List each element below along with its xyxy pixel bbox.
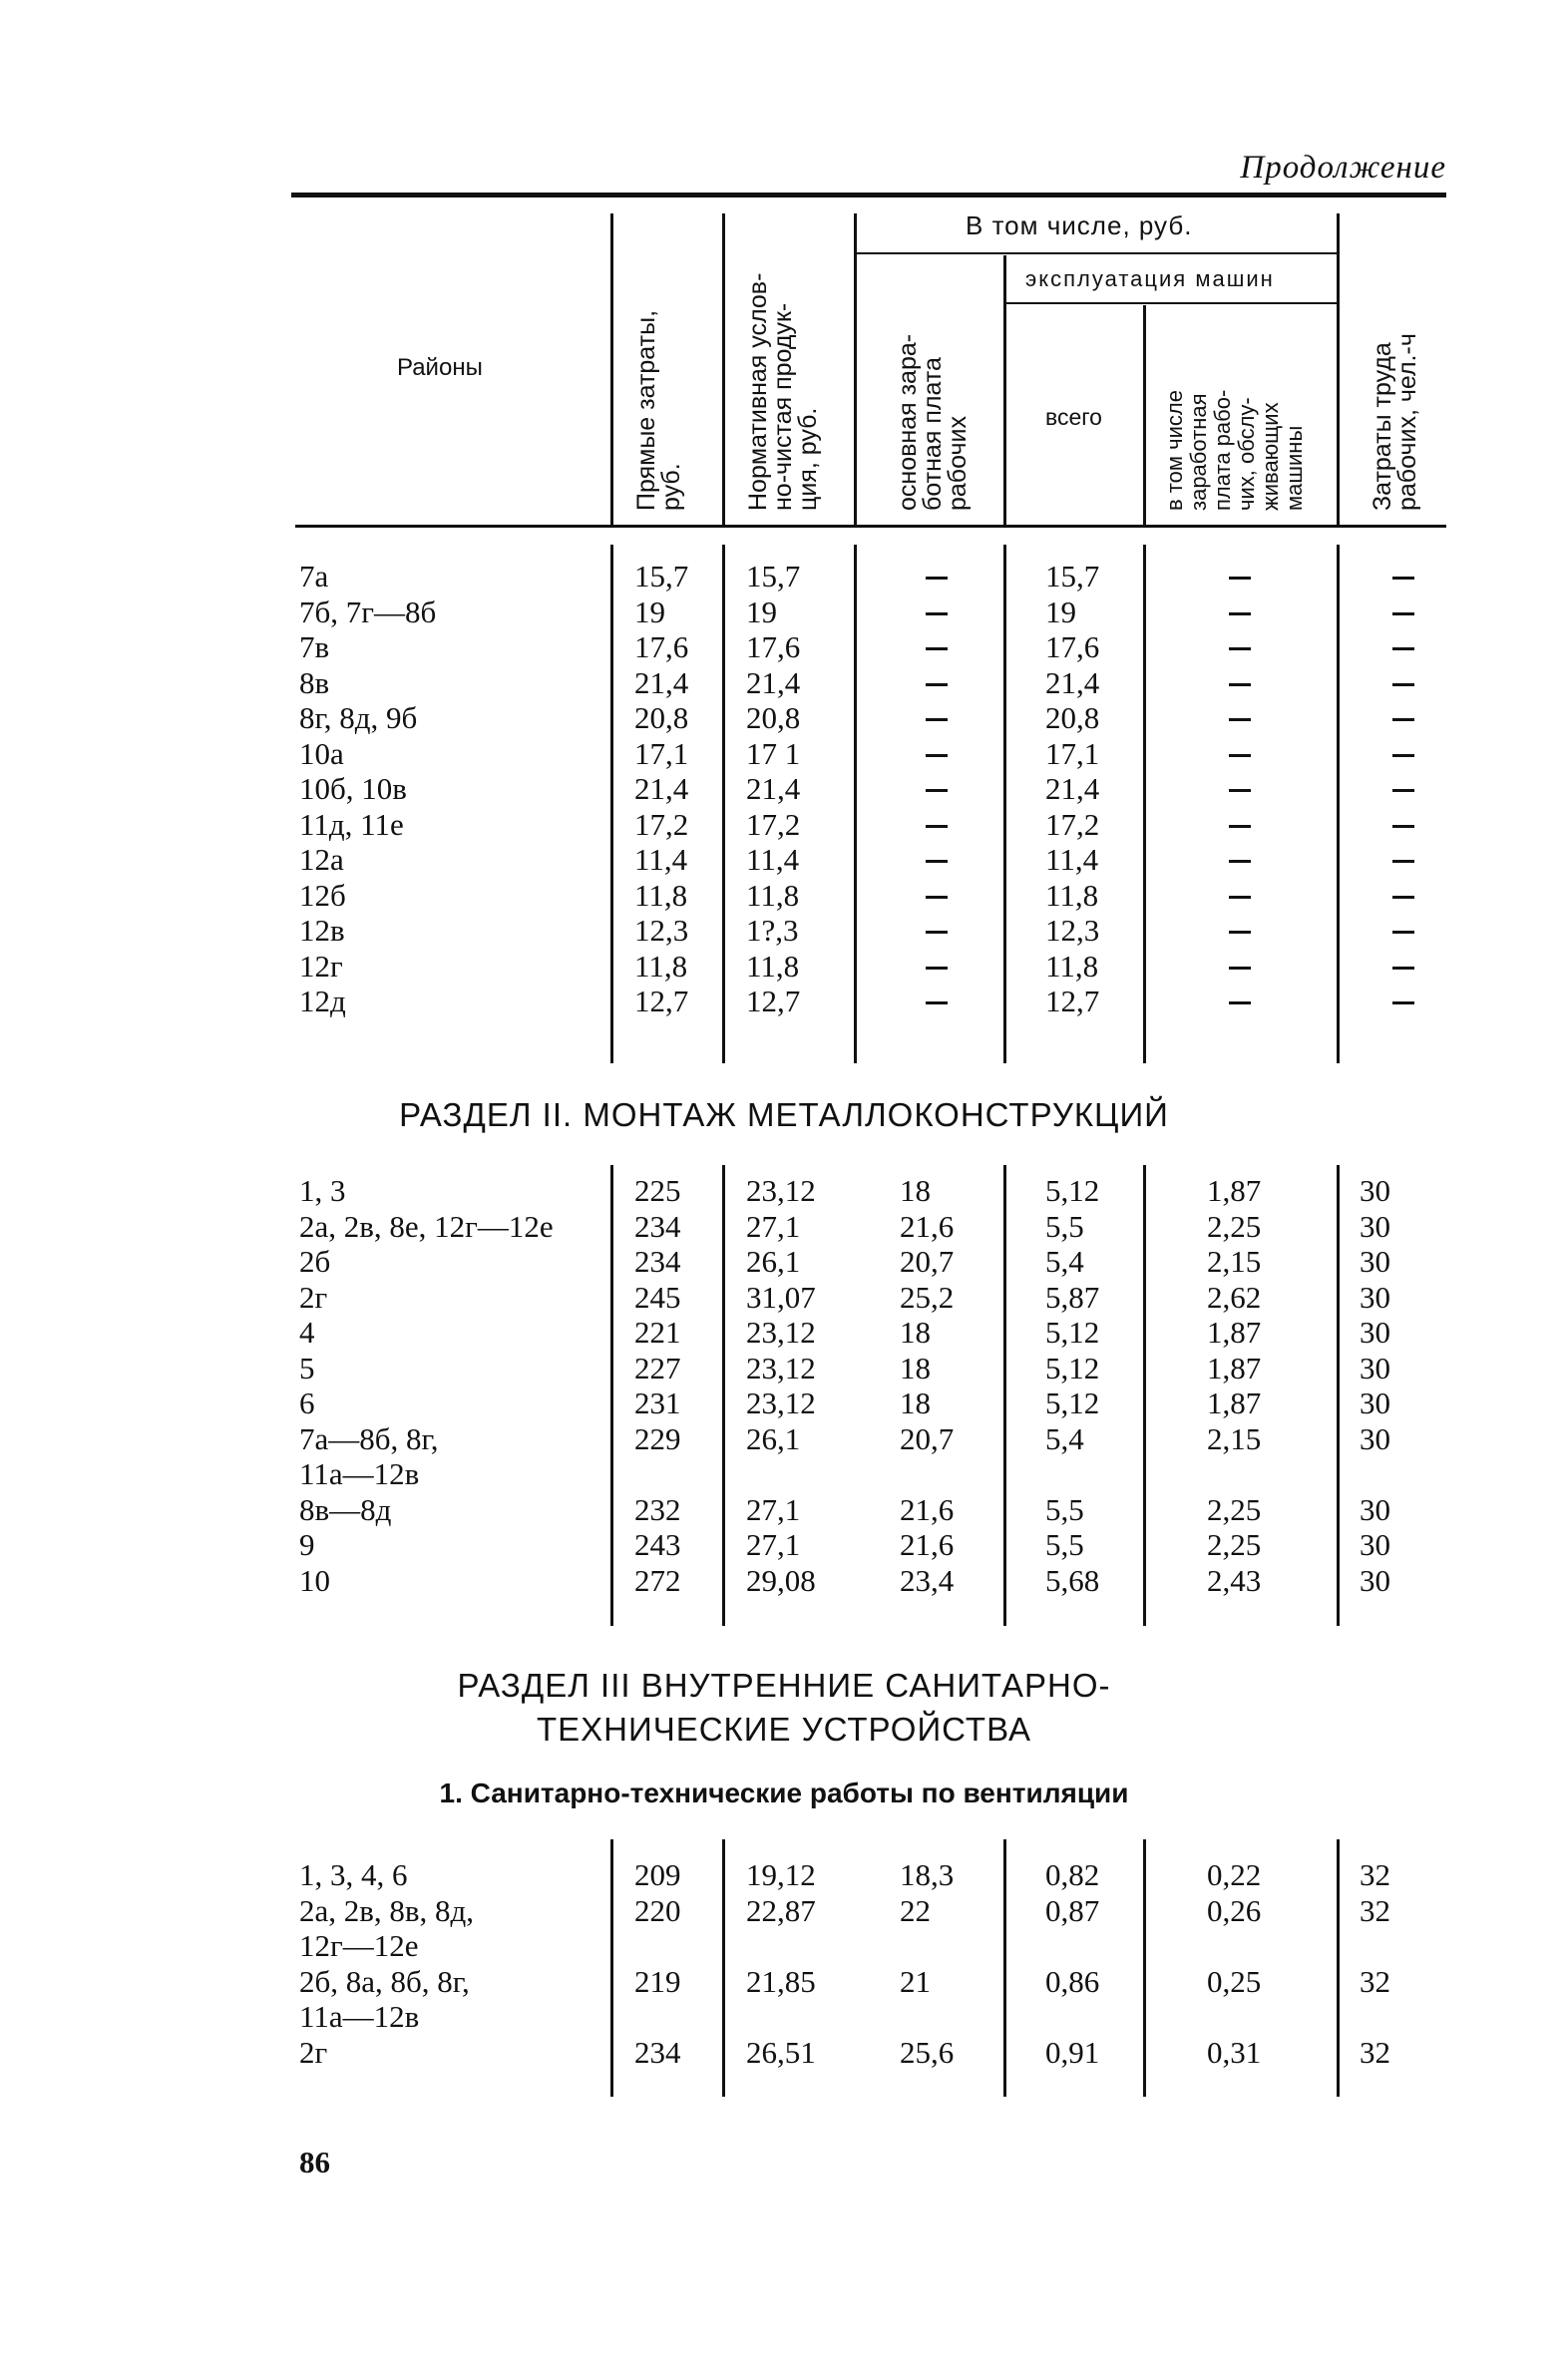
dash-mark <box>1392 931 1414 934</box>
dash-mark <box>1392 825 1414 828</box>
value-cell: 245 <box>634 1279 681 1315</box>
value-cell: 0,91 <box>1045 2034 1100 2070</box>
value-cell: 17,6 <box>746 629 801 664</box>
region-cell: 8в—8д <box>299 1491 392 1527</box>
value-cell: 12,3 <box>1045 913 1100 948</box>
value-cell: 1,87 <box>1207 1350 1262 1385</box>
dash-mark <box>1229 577 1251 580</box>
value-cell: 21,4 <box>634 664 689 700</box>
value-cell: 23,12 <box>746 1315 816 1350</box>
value-cell: 19,12 <box>746 1857 816 1892</box>
column-divider <box>610 545 613 1063</box>
dash-mark <box>926 896 948 899</box>
dash-mark <box>1392 789 1414 792</box>
value-cell: 12,7 <box>746 984 801 1018</box>
region-cell: 2а, 2в, 8е, 12г—12е <box>299 1208 554 1244</box>
region-cell: 2г <box>299 2034 328 2070</box>
value-cell: 21,85 <box>746 1963 816 1999</box>
dash-mark <box>926 860 948 863</box>
header-divider <box>1337 213 1340 525</box>
value-cell: 19 <box>746 593 777 629</box>
header-machine-rule <box>1005 302 1337 304</box>
value-cell: 11,4 <box>746 842 800 877</box>
value-cell: 0,31 <box>1207 2034 1262 2070</box>
value-cell: 30 <box>1360 1315 1390 1350</box>
region-cell: 7а—8б, 8г, <box>299 1420 439 1456</box>
region-cell: 7в <box>299 629 330 664</box>
region-cell: 8в <box>299 664 330 700</box>
value-cell: 220 <box>634 1892 681 1928</box>
value-cell: 27,1 <box>746 1491 801 1527</box>
header-including-rule <box>856 252 1337 254</box>
value-cell: 2,25 <box>1207 1208 1262 1244</box>
value-cell: 2,43 <box>1207 1562 1262 1598</box>
region-cell: 10б, 10в <box>299 771 407 806</box>
region-cell: 7б, 7г—8б <box>299 593 437 629</box>
dash-mark <box>926 967 948 970</box>
region-cell: 1, 3 <box>299 1173 346 1208</box>
region-cell: 12в <box>299 913 345 948</box>
dash-mark <box>1229 860 1251 863</box>
section3-title-line2: ТЕХНИЧЕСКИЕ УСТРОЙСТВА <box>536 1711 1032 1748</box>
dash-mark <box>926 612 948 615</box>
dash-mark <box>1229 612 1251 615</box>
value-cell: 2,62 <box>1207 1279 1262 1315</box>
value-cell: 27,1 <box>746 1527 801 1562</box>
value-cell: 30 <box>1360 1244 1390 1279</box>
region-cell: 1, 3, 4, 6 <box>299 1857 408 1892</box>
value-cell: 225 <box>634 1173 681 1208</box>
header-machine-operation: эксплуатация машин <box>1025 266 1275 291</box>
value-cell: 23,12 <box>746 1385 816 1420</box>
value-cell: 20,7 <box>900 1244 955 1279</box>
value-cell: 227 <box>634 1350 681 1385</box>
section3-subtitle: 1. Санитарно-технические работы по вентиляции <box>439 1778 1129 1808</box>
region-cell: 2б <box>299 1244 331 1279</box>
value-cell: 21,4 <box>1045 771 1100 806</box>
value-cell: 5,87 <box>1045 1279 1100 1315</box>
value-cell: 18 <box>900 1385 931 1420</box>
column-divider <box>1143 545 1146 1063</box>
header-divider <box>722 213 725 525</box>
value-cell: 2,15 <box>1207 1244 1262 1279</box>
value-cell: 26,1 <box>746 1244 801 1279</box>
value-cell: 0,25 <box>1207 1963 1262 1999</box>
value-cell: 12,3 <box>634 913 689 948</box>
value-cell: 32 <box>1360 2034 1390 2070</box>
value-cell: 23,12 <box>746 1173 816 1208</box>
region-cell: 6 <box>299 1385 315 1420</box>
value-cell: 18 <box>900 1173 931 1208</box>
value-cell: 22,87 <box>746 1892 816 1928</box>
region-cell: 10 <box>299 1562 330 1598</box>
header-divider <box>1003 255 1006 525</box>
value-cell: 32 <box>1360 1963 1390 1999</box>
dash-mark <box>926 683 948 686</box>
column-divider <box>722 545 725 1063</box>
value-cell: 17,2 <box>746 806 801 842</box>
value-cell: 5,12 <box>1045 1173 1100 1208</box>
value-cell: 5,12 <box>1045 1385 1100 1420</box>
header-direct-costs: Прямые затраты, руб. <box>632 309 685 511</box>
section2-title: РАЗДЕЛ II. МОНТАЖ МЕТАЛЛОКОНСТРУКЦИЙ <box>399 1096 1169 1133</box>
value-cell: 20,7 <box>900 1420 955 1456</box>
dash-mark <box>926 931 948 934</box>
value-cell: 21,4 <box>1045 664 1100 700</box>
value-cell: 25,2 <box>900 1279 955 1315</box>
value-cell: 26,51 <box>746 2034 816 2070</box>
value-cell: 21,4 <box>634 771 689 806</box>
value-cell: 2,25 <box>1207 1527 1262 1562</box>
value-cell: 272 <box>634 1562 681 1598</box>
dash-mark <box>926 718 948 721</box>
value-cell: 5,12 <box>1045 1350 1100 1385</box>
value-cell: 29,08 <box>746 1562 816 1598</box>
value-cell: 17,1 <box>634 735 689 771</box>
value-cell: 21,4 <box>746 664 801 700</box>
value-cell: 229 <box>634 1420 681 1456</box>
value-cell: 30 <box>1360 1208 1390 1244</box>
header-base-wage: основная зара- ботная плата рабочих <box>894 333 972 511</box>
value-cell: 0,22 <box>1207 1857 1262 1892</box>
value-cell: 11,8 <box>1045 877 1099 913</box>
region-cell: 12а <box>299 842 344 877</box>
region-cell: 12г—12е <box>299 1928 419 1963</box>
value-cell: 2,15 <box>1207 1420 1262 1456</box>
region-cell: 12д <box>299 984 346 1018</box>
dash-mark <box>1229 647 1251 650</box>
value-cell: 0,26 <box>1207 1892 1262 1928</box>
value-cell: 22 <box>900 1892 931 1928</box>
dash-mark <box>1229 683 1251 686</box>
region-cell: 5 <box>299 1350 315 1385</box>
value-cell: 231 <box>634 1385 681 1420</box>
header-labor: Затраты труда рабочих, чел.-ч <box>1369 333 1421 511</box>
value-cell: 5,12 <box>1045 1315 1100 1350</box>
value-cell: 15,7 <box>746 559 801 593</box>
header-including: В том числе, руб. <box>966 210 1193 240</box>
value-cell: 30 <box>1360 1562 1390 1598</box>
value-cell: 31,07 <box>746 1279 816 1315</box>
value-cell: 20,8 <box>1045 700 1100 735</box>
region-cell: 11д, 11е <box>299 806 404 842</box>
value-cell: 234 <box>634 1244 681 1279</box>
dash-mark <box>1392 1001 1414 1004</box>
value-cell: 234 <box>634 1208 681 1244</box>
dash-mark <box>1392 896 1414 899</box>
column-divider <box>854 545 857 1063</box>
value-cell: 19 <box>634 593 665 629</box>
value-cell: 18 <box>900 1350 931 1385</box>
column-divider <box>1003 1839 1006 2097</box>
value-cell: 30 <box>1360 1527 1390 1562</box>
region-cell: 11а—12в <box>299 1999 420 2034</box>
dash-mark <box>926 577 948 580</box>
value-cell: 32 <box>1360 1892 1390 1928</box>
value-cell: 17,1 <box>1045 735 1100 771</box>
top-rule <box>291 193 1446 198</box>
value-cell: 12,7 <box>634 984 689 1018</box>
dash-mark <box>1392 718 1414 721</box>
region-cell: 12г <box>299 948 343 984</box>
region-cell: 2а, 2в, 8в, 8д, <box>299 1892 475 1928</box>
region-cell: 12б <box>299 877 346 913</box>
dash-mark <box>1229 896 1251 899</box>
value-cell: 18 <box>900 1315 931 1350</box>
value-cell: 5,5 <box>1045 1208 1084 1244</box>
value-cell: 0,87 <box>1045 1892 1100 1928</box>
value-cell: 5,4 <box>1045 1420 1084 1456</box>
value-cell: 15,7 <box>634 559 689 593</box>
region-cell: 4 <box>299 1315 315 1350</box>
dash-mark <box>1229 718 1251 721</box>
dash-mark <box>1392 860 1414 863</box>
dash-mark <box>1229 931 1251 934</box>
dash-mark <box>926 825 948 828</box>
value-cell: 11,8 <box>746 877 800 913</box>
value-cell: 11,8 <box>1045 948 1099 984</box>
value-cell: 30 <box>1360 1173 1390 1208</box>
continued-label: Продолжение <box>1240 150 1446 186</box>
value-cell: 23,4 <box>900 1562 955 1598</box>
dash-mark <box>1229 825 1251 828</box>
header-bottom-rule <box>295 525 1446 528</box>
dash-mark <box>1229 967 1251 970</box>
dash-mark <box>926 789 948 792</box>
column-divider <box>1003 545 1006 1063</box>
value-cell: 17,6 <box>634 629 689 664</box>
value-cell: 11,4 <box>1045 842 1099 877</box>
value-cell: 219 <box>634 1963 681 1999</box>
region-cell: 7а <box>299 559 329 593</box>
header-total: всего <box>1045 404 1102 430</box>
value-cell: 221 <box>634 1315 681 1350</box>
value-cell: 18,3 <box>900 1857 955 1892</box>
value-cell: 11,4 <box>634 842 688 877</box>
value-cell: 30 <box>1360 1350 1390 1385</box>
header-divider <box>610 213 613 525</box>
value-cell: 21,6 <box>900 1491 955 1527</box>
value-cell: 1,87 <box>1207 1173 1262 1208</box>
column-divider <box>610 1839 613 2097</box>
value-cell: 5,5 <box>1045 1527 1084 1562</box>
value-cell: 19 <box>1045 593 1076 629</box>
value-cell: 17,2 <box>1045 806 1100 842</box>
region-cell: 2г <box>299 1279 328 1315</box>
value-cell: 5,68 <box>1045 1562 1100 1598</box>
region-cell: 10а <box>299 735 344 771</box>
dash-mark <box>1392 577 1414 580</box>
value-cell: 30 <box>1360 1420 1390 1456</box>
column-divider <box>722 1165 725 1626</box>
value-cell: 20,8 <box>746 700 801 735</box>
header-machine-wage: в том числе заработная плата рабо- чих, обслу- живающих машины <box>1162 389 1307 511</box>
column-divider <box>1337 545 1340 1063</box>
value-cell: 30 <box>1360 1385 1390 1420</box>
value-cell: 232 <box>634 1491 681 1527</box>
column-divider <box>1143 1839 1146 2097</box>
value-cell: 17,2 <box>634 806 689 842</box>
column-divider <box>1143 1165 1146 1626</box>
value-cell: 243 <box>634 1527 681 1562</box>
dash-mark <box>926 754 948 757</box>
section3-title-line1: РАЗДЕЛ III ВНУТРЕННИЕ САНИТАРНО- <box>457 1667 1111 1704</box>
region-cell: 8г, 8д, 9б <box>299 700 418 735</box>
value-cell: 5,5 <box>1045 1491 1084 1527</box>
value-cell: 5,4 <box>1045 1244 1084 1279</box>
value-cell: 27,1 <box>746 1208 801 1244</box>
dash-mark <box>1392 754 1414 757</box>
dash-mark <box>926 647 948 650</box>
value-cell: 30 <box>1360 1279 1390 1315</box>
dash-mark <box>926 1001 948 1004</box>
value-cell: 11,8 <box>746 948 800 984</box>
value-cell: 17 1 <box>746 735 801 771</box>
dash-mark <box>1392 647 1414 650</box>
header-divider <box>1143 305 1146 525</box>
dash-mark <box>1229 754 1251 757</box>
dash-mark <box>1392 967 1414 970</box>
value-cell: 32 <box>1360 1857 1390 1892</box>
value-cell: 30 <box>1360 1491 1390 1527</box>
column-divider <box>722 1839 725 2097</box>
value-cell: 15,7 <box>1045 559 1100 593</box>
value-cell: 2,25 <box>1207 1491 1262 1527</box>
value-cell: 0,86 <box>1045 1963 1100 1999</box>
region-cell: 2б, 8а, 8б, 8г, <box>299 1963 470 1999</box>
value-cell: 21,6 <box>900 1208 955 1244</box>
value-cell: 1,87 <box>1207 1315 1262 1350</box>
value-cell: 12,7 <box>1045 984 1100 1018</box>
value-cell: 20,8 <box>634 700 689 735</box>
value-cell: 11,8 <box>634 877 688 913</box>
value-cell: 21,4 <box>746 771 801 806</box>
value-cell: 234 <box>634 2034 681 2070</box>
column-divider <box>1003 1165 1006 1626</box>
page-number: 86 <box>299 2145 330 2179</box>
value-cell: 1?,3 <box>746 913 799 948</box>
dash-mark <box>1392 612 1414 615</box>
column-divider <box>610 1165 613 1626</box>
dash-mark <box>1392 683 1414 686</box>
header-divider <box>854 213 857 525</box>
dash-mark <box>1229 789 1251 792</box>
header-normative-output: Нормативная услов- но-чистая продук- ция, руб. <box>744 272 822 511</box>
value-cell: 26,1 <box>746 1420 801 1456</box>
dash-mark <box>1229 1001 1251 1004</box>
value-cell: 11,8 <box>634 948 688 984</box>
header-regions: Районы <box>397 354 483 381</box>
value-cell: 209 <box>634 1857 681 1892</box>
value-cell: 21 <box>900 1963 931 1999</box>
value-cell: 17,6 <box>1045 629 1100 664</box>
region-cell: 9 <box>299 1527 315 1562</box>
value-cell: 1,87 <box>1207 1385 1262 1420</box>
value-cell: 0,82 <box>1045 1857 1100 1892</box>
region-cell: 11а—12в <box>299 1456 420 1491</box>
value-cell: 25,6 <box>900 2034 955 2070</box>
value-cell: 23,12 <box>746 1350 816 1385</box>
value-cell: 21,6 <box>900 1527 955 1562</box>
